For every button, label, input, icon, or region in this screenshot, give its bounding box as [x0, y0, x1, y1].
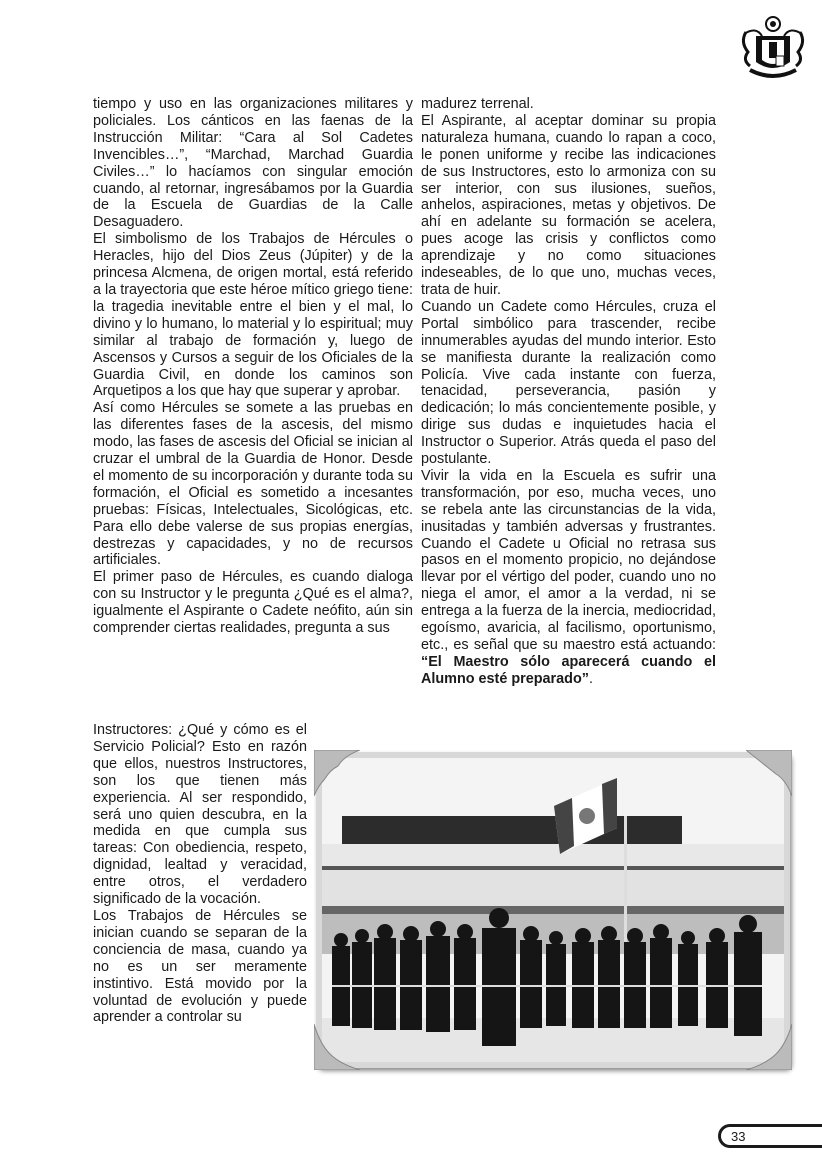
paragraph: tiempo y uso en las organizaciones militares y policiales. Los cánticos en las faenas de la Instrucción Militar: “Cara al Sol Cadetes Invencibles…”, “Marchad, Marchad Guardia Civiles…” lo hacíamos con singular emoción cuando, al retornar, ingresábamos por la Guardia de la Escuela de Guardias de la Calle Desaguadero.	[93, 96, 413, 231]
paragraph: El simbolismo de los Trabajos de Hércules o Heracles, hijo del Dios Zeus (Júpiter) y de la princesa Alcmena, de origen mortal, está referido a la trayectoria que este héroe mítico griego tiene: la tragedia inevitable entre el bien y el mal, lo divino y lo humano, lo material y lo espiritual; muy similar al trabajo de formación y, luego de Ascensos y Cursos a seguir de los Oficiales de la Guardia Civil, en donde los caminos son Arquetipos a los que hay que superar y aprobar.	[93, 231, 413, 400]
page-number: 33	[731, 1129, 746, 1144]
paragraph: Cuando un Cadete como Hércules, cruza el Portal simbólico para trascender, recibe innumerables ayudas del mundo interior. Esto se manifiesta durante la realización como Policía. Vive cada instante con fuerza, tenacidad, perseverancia, pasión y dedicación; lo más concientemente posible, y dirige sus dudas e inquietudes hacia el Instructor o Superior. Atrás queda el paso del postulante.	[421, 298, 716, 468]
academy-emblem	[738, 12, 808, 84]
cadets-formation-photo	[322, 758, 784, 1062]
right-column	[421, 96, 716, 688]
photo-corner-ornament	[746, 750, 792, 796]
photo-corner-ornament	[314, 750, 360, 796]
left-column	[93, 96, 413, 637]
paragraph: madurez terrenal.	[421, 96, 534, 112]
paragraph: El Aspirante, al aceptar dominar su propia naturaleza humana, cuando lo rapan a coco, le ponen uniforme y recibe las indicaciones de sus Instructores, esto lo armoniza con su ser interior, con sus ilusiones, sueños, anhelos, aspiraciones, metas y objetivos. De ahí en adelante su formación se acelera, pues acoge las crisis y conflictos como aprendizaje y no como situaciones indeseables, de lo que uno, muchas veces, trata de huir.	[421, 112, 716, 298]
crest-icon	[738, 12, 808, 84]
photo-illustration	[322, 758, 784, 1062]
photo-corner-ornament	[314, 1024, 360, 1070]
paragraph: El primer paso de Hércules, es cuando dialoga con su Instructor y le pregunta ¿Qué es el alma?, igualmente el Aspirante o Cadete neófito, aún sin comprender ciertas realidades, pregunta a sus	[93, 569, 413, 637]
period: .	[588, 670, 593, 687]
paragraph-text: Vivir la vida en la Escuela es sufrir una transformación, por eso, mucha veces, uno se rebela ante las circunstancias de la vida, inusitadas y también adversas y frustrantes. Cuando el Cadete u Oficial no retrasa sus pasos en el momento propicio, no dejándose llevar por el vértigo del poder, cuando uno no niega el amor, el amor a la verdad, ni se entrega a la fuerza de la inercia, mediocridad, egoísmo, avaricia, al facilismo, oportunismo, etc., es señal que su maestro está actuando:	[421, 467, 716, 653]
page-number-tab	[718, 1124, 822, 1148]
paragraph: Instructores: ¿Qué y cómo es el Servicio Policial? Esto en razón que ellos, nuestros Instructores, son los que tienen más experiencia. Al ser respondido, será uno quien descubra, en la medida en que cumpla sus tareas: Con obediencia, respeto, dignidad, lealtad y veracidad, entre otros, el verdadero significado de la vocación.	[93, 722, 307, 908]
paragraph: Los Trabajos de Hércules se inician cuando se separan de la conciencia de masa, cuando ya no es un ser meramente instintivo. Está movido por la voluntad de evolución y puede aprender a controlar su	[93, 907, 307, 1026]
paragraph: Así como Hércules se somete a las pruebas en las diferentes fases de la ascesis, del mismo modo, las fases de ascesis del Oficial se inician al cruzar el umbral de la Guardia de Honor. Desde el momento de su incorporación y durante toda su formación, el Oficial es sometido a incesantes pruebas: Físicas, Intelectuales, Sicológicas, etc. Para ello debe valerse de sus propias energías, destrezas y capacidades, y no de recursos artificiales.	[93, 400, 413, 569]
quote-bold: “El Maestro sólo aparecerá cuando el Alumno esté preparado”	[421, 653, 716, 687]
photo-frame	[316, 752, 790, 1068]
photo-corner-ornament	[746, 1024, 792, 1070]
left-column-narrow	[93, 722, 307, 1026]
paragraph-final	[421, 468, 716, 688]
